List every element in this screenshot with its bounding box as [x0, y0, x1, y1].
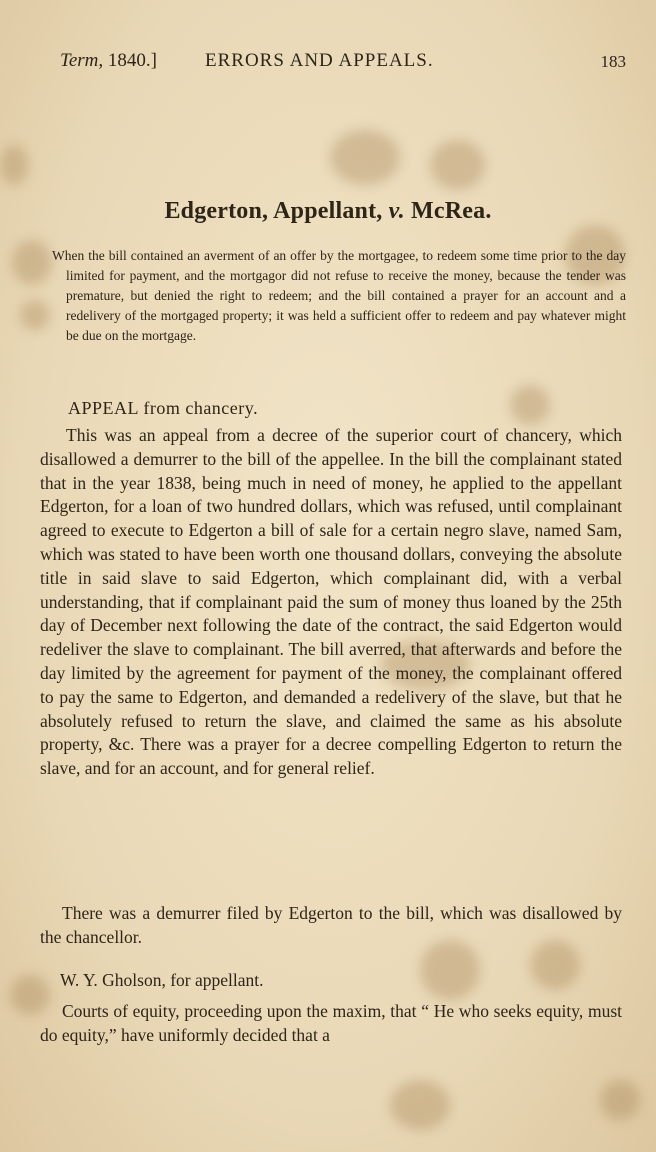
term-italic: Term,: [60, 50, 104, 71]
appeal-heading: APPEAL from chancery.: [68, 398, 259, 418]
section-title: ERRORS AND APPEALS.: [205, 50, 434, 71]
running-head: [60, 50, 626, 78]
stain: [20, 300, 50, 330]
headnote: When the bill contained an averment of an offer by the mortgagee, to redeem some time prior to the day limited for payment, and the mortgagor did not refuse to receive the money, because the tender was premature, but denied the right to redeem; and the bill contained a prayer for an account and a redelivery of the mortgaged property; it was held a sufficient offer to redeem and pay whatever might be due on the mortgage.: [52, 248, 626, 343]
stain: [390, 1080, 450, 1130]
counsel-line: W. Y. Gholson, for appellant.: [60, 970, 264, 990]
case-title-appellant: Edgerton, Appellant,: [164, 198, 389, 224]
stain: [600, 1080, 640, 1120]
paragraph-argument: Courts of equity, proceeding upon the maxim, that “ He who seeks equity, must do equity,” have uniformly decided that a: [40, 1001, 622, 1045]
term-label: [60, 50, 157, 72]
case-title-versus: v.: [388, 198, 405, 224]
paragraph-facts: This was an appeal from a decree of the superior court of chancery, which disallowed a demurrer to the bill of the appellee. In the bill the complainant stated that in the year 1838, being much in need of money, he applied to the appellant Edgerton, for a loan of two hundred dollars, which was refused, until complainant agreed to execute to Edgerton a bill of sale for a certain negro slave, named Sam, which was stated to have been worth one thousand dollars, conveying the absolute title in said slave to said Edgerton, which complainant did, with a verbal understanding, that if complainant paid the sum of money thus loaned by the 25th day of December next following the date of the contract, the said Edgerton would redeliver the slave to complainant. The bill averred, that afterwards and before the day limited by the agreement for payment of the money, the complainant offered to pay the same to Edgerton, and demanded a redelivery of the slave, but that he absolutely refused to return the slave, and claimed the same as his absolute property, &c. There was a prayer for a decree compelling Edgerton to return the slave, and for an account, and for general relief.: [40, 425, 622, 779]
stain: [330, 130, 400, 185]
case-title-appellee: McRea.: [404, 198, 492, 224]
case-title: [0, 198, 656, 225]
stain: [12, 240, 52, 285]
stain: [510, 385, 550, 425]
term-year: 1840.]: [103, 50, 157, 71]
stain: [0, 145, 28, 185]
paragraph-demurrer: There was a demurrer filed by Edgerton to the bill, which was disallowed by the chancellor.: [40, 903, 622, 947]
page-number: 183: [600, 52, 626, 71]
stain: [430, 140, 485, 190]
